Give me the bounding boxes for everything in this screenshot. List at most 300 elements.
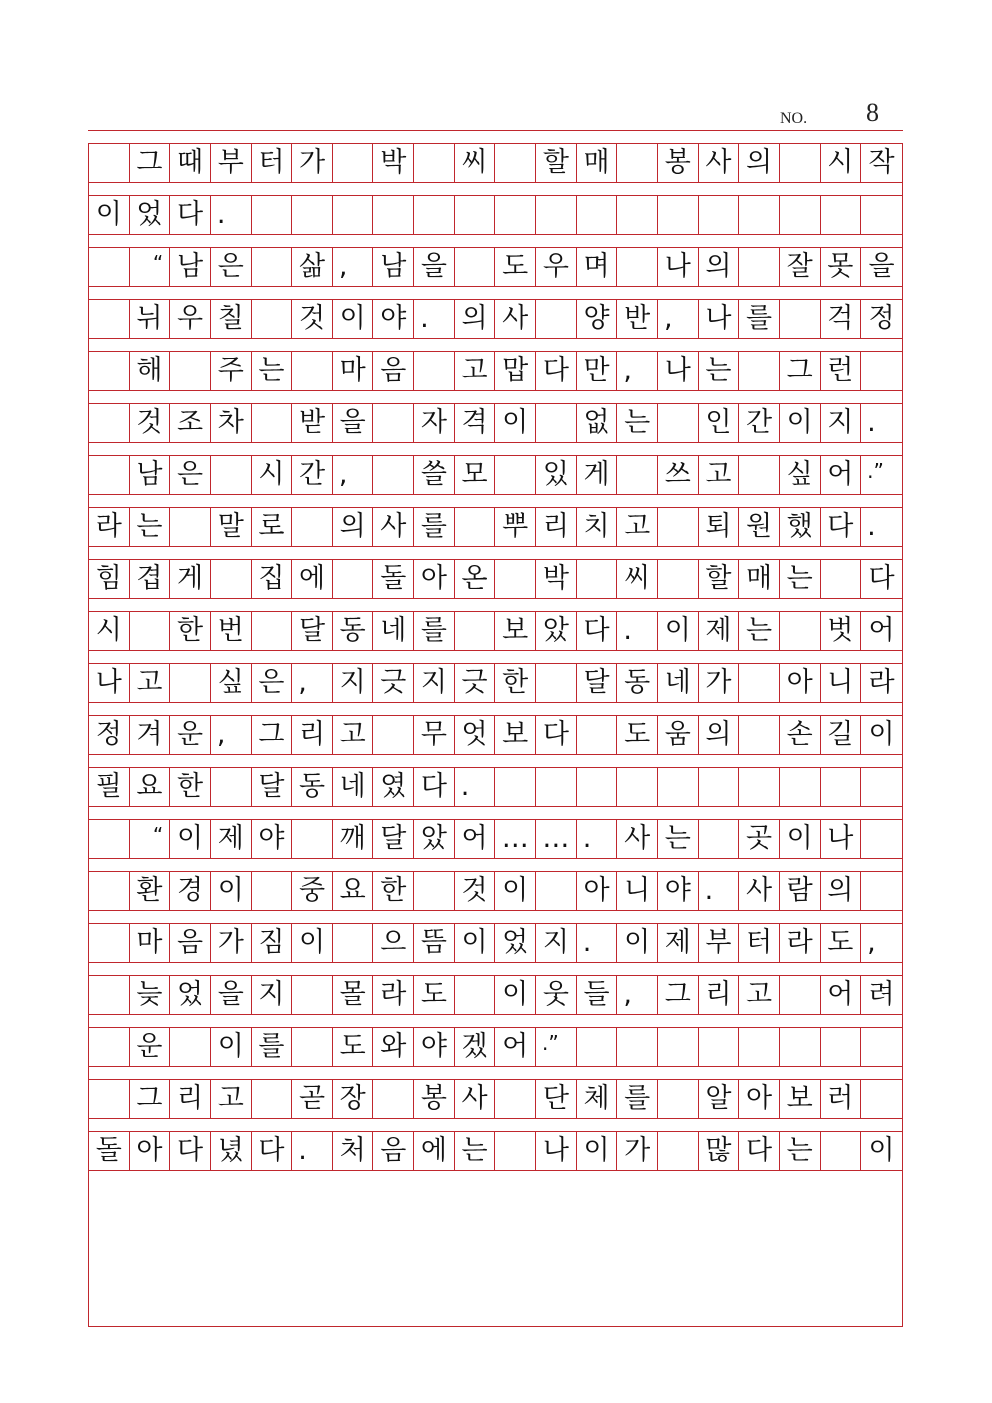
grid-cell: 간 (292, 456, 333, 494)
grid-cell: 를 (414, 508, 455, 546)
grid-cell: 터 (252, 144, 293, 182)
grid-cell (780, 196, 821, 234)
grid-cell: 때 (170, 144, 211, 182)
grid-cell: 런 (821, 352, 862, 390)
grid-cell (170, 664, 211, 702)
grid-cell: , (617, 976, 658, 1014)
grid-cell: 도 (617, 716, 658, 754)
grid-row (89, 611, 902, 651)
grid-cell: 고 (333, 716, 374, 754)
grid-cell: 집 (252, 560, 293, 598)
grid-cell: 의 (333, 508, 374, 546)
grid-cell: … (536, 820, 577, 858)
grid-cell: 박 (536, 560, 577, 598)
grid-cell (373, 716, 414, 754)
grid-cell: 웃 (536, 976, 577, 1014)
grid-cell: 다 (739, 1132, 780, 1170)
grid-cell: 뿌 (495, 508, 536, 546)
grid-cell: 반 (617, 300, 658, 338)
grid-cell: 길 (821, 716, 862, 754)
grid-cell: 나 (658, 248, 699, 286)
grid-cell (780, 144, 821, 182)
grid-cell (739, 716, 780, 754)
grid-cell: 며 (577, 248, 618, 286)
grid-cell (89, 924, 130, 962)
grid-cell: 지 (821, 404, 862, 442)
grid-cell: 려 (868, 979, 895, 1010)
grid-cell: 칠 (211, 300, 252, 338)
grid-cell: 지 (333, 664, 374, 702)
grid-cell (577, 716, 618, 754)
grid-cell: 박 (373, 144, 414, 182)
grid-cell (861, 352, 902, 390)
grid-cell: 매 (577, 144, 618, 182)
grid-cell: 녔 (211, 1132, 252, 1170)
grid-cell: . (699, 872, 740, 910)
grid-cell: 모 (455, 456, 496, 494)
grid-cell (170, 508, 211, 546)
grid-cell (89, 872, 130, 910)
grid-cell (658, 1028, 699, 1066)
grid-cell: 의 (699, 716, 740, 754)
grid-row (89, 195, 902, 235)
grid-cell (861, 768, 902, 806)
grid-cell: .” (536, 1028, 577, 1066)
grid-cell: 이 (577, 1132, 618, 1170)
grid-cell: 리 (170, 1080, 211, 1118)
grid-cell: 아 (780, 664, 821, 702)
grid-cell (252, 404, 293, 442)
grid-cell: 을 (868, 251, 895, 282)
grid-cell: 운 (170, 716, 211, 754)
grid-cell: 아 (739, 1080, 780, 1118)
grid-cell (495, 768, 536, 806)
grid-cell (89, 144, 130, 182)
grid-cell (414, 144, 455, 182)
grid-cell (495, 144, 536, 182)
grid-cell: . (867, 511, 876, 542)
grid-cell (699, 1028, 740, 1066)
grid-cell: 단 (536, 1080, 577, 1118)
grid-cell: 손 (780, 716, 821, 754)
grid-cell: “ (130, 248, 171, 286)
grid-cell: 힘 (89, 560, 130, 598)
grid-cell: 와 (373, 1028, 414, 1066)
grid-cell: . (577, 820, 618, 858)
grid-cell: 는 (780, 560, 821, 598)
grid-cell: 었 (130, 196, 171, 234)
grid-cell: 움 (658, 716, 699, 754)
grid-cell: 겠 (455, 1028, 496, 1066)
grid-cell: 네 (333, 768, 374, 806)
grid-cell: 람 (780, 872, 821, 910)
grid-cell: 해 (130, 352, 171, 390)
grid-cell: 가 (211, 924, 252, 962)
grid-cell: 라 (780, 924, 821, 962)
grid-cell (617, 196, 658, 234)
grid-cell: 을 (414, 248, 455, 286)
grid-cell: 도 (821, 924, 862, 962)
grid-cell (861, 1028, 902, 1066)
grid-row (89, 559, 902, 599)
grid-cell: 다 (170, 196, 211, 234)
grid-cell: 고 (699, 456, 740, 494)
grid-cell (739, 664, 780, 702)
grid-cell: 돌 (373, 560, 414, 598)
grid-row (89, 1027, 902, 1067)
grid-cell: 에 (414, 1132, 455, 1170)
grid-row (89, 247, 902, 287)
grid-cell: 곳 (739, 820, 780, 858)
grid-cell (577, 768, 618, 806)
grid-cell (577, 196, 618, 234)
grid-cell: 았 (414, 820, 455, 858)
grid-cell: . (211, 196, 252, 234)
grid-cell: 것 (130, 404, 171, 442)
grid-cell (495, 456, 536, 494)
grid-cell (495, 560, 536, 598)
grid-cell (414, 196, 455, 234)
grid-cell: 제 (699, 612, 740, 650)
grid-cell (658, 560, 699, 598)
grid-cell: 의 (739, 144, 780, 182)
grid-cell: “ (130, 820, 171, 858)
grid-cell: 이 (658, 612, 699, 650)
grid-cell: 그 (130, 144, 171, 182)
grid-cell (373, 196, 414, 234)
grid-row (89, 455, 902, 495)
grid-cell: 동 (333, 612, 374, 650)
grid-row (89, 767, 902, 807)
grid-cell: 지 (414, 664, 455, 702)
grid-row (89, 403, 902, 443)
grid-cell: 사 (373, 508, 414, 546)
grid-cell: 은 (211, 248, 252, 286)
grid-cell (821, 196, 862, 234)
grid-cell (658, 196, 699, 234)
grid-cell: 어 (821, 456, 862, 494)
grid-cell: 이 (211, 1028, 252, 1066)
grid-cell: 라 (373, 976, 414, 1014)
grid-cell (333, 924, 374, 962)
grid-cell: 는 (252, 352, 293, 390)
grid-cell: 정 (868, 303, 895, 334)
grid-cell: 양 (577, 300, 618, 338)
grid-cell (252, 248, 293, 286)
grid-cell: 한 (495, 664, 536, 702)
grid-cell (211, 768, 252, 806)
grid-cell: . (867, 407, 876, 438)
grid-cell: 매 (739, 560, 780, 598)
grid-cell (617, 144, 658, 182)
grid-cell: 제 (211, 820, 252, 858)
grid-cell (861, 1080, 902, 1118)
grid-cell (89, 1080, 130, 1118)
grid-cell: 그 (780, 352, 821, 390)
grid-row (89, 1131, 902, 1171)
grid-cell: 간 (739, 404, 780, 442)
grid-cell: 다 (536, 716, 577, 754)
grid-cell: 다 (252, 1132, 293, 1170)
grid-cell: 동 (617, 664, 658, 702)
grid-cell: 나 (536, 1132, 577, 1170)
grid-cell: 원 (739, 508, 780, 546)
grid-cell: 맙 (495, 352, 536, 390)
grid-cell: . (577, 924, 618, 962)
grid-cell: 음 (373, 1132, 414, 1170)
grid-cell: 아 (414, 560, 455, 598)
grid-cell: 남 (373, 248, 414, 286)
grid-cell: 보 (495, 612, 536, 650)
grid-cell: 어 (821, 976, 862, 1014)
grid-cell: 는 (617, 404, 658, 442)
grid-cell: 의 (821, 872, 862, 910)
grid-cell: . (455, 768, 496, 806)
grid-cell (577, 560, 618, 598)
grid-cell: 작 (868, 147, 895, 178)
grid-cell (617, 1028, 658, 1066)
grid-cell: 부 (211, 144, 252, 182)
grid-cell: 고 (455, 352, 496, 390)
grid-cell (292, 508, 333, 546)
grid-cell (89, 976, 130, 1014)
grid-cell: 그 (658, 976, 699, 1014)
grid-cell: 만 (577, 352, 618, 390)
grid-cell (699, 768, 740, 806)
grid-cell: 말 (211, 508, 252, 546)
grid-cell (658, 1080, 699, 1118)
header-rule (88, 130, 903, 131)
grid-cell (292, 352, 333, 390)
grid-cell (211, 560, 252, 598)
grid-cell (861, 196, 902, 234)
grid-row (89, 299, 902, 339)
grid-cell: 제 (658, 924, 699, 962)
manuscript-grid (88, 143, 903, 1327)
grid-cell (495, 1080, 536, 1118)
grid-cell: 가 (699, 664, 740, 702)
grid-cell (617, 248, 658, 286)
grid-cell: 벗 (821, 612, 862, 650)
grid-cell: 시 (821, 144, 862, 182)
grid-cell: 이 (617, 924, 658, 962)
grid-cell (536, 768, 577, 806)
grid-cell: 체 (577, 1080, 618, 1118)
grid-cell: 싶 (211, 664, 252, 702)
grid-cell: 니 (821, 664, 862, 702)
grid-cell: , (658, 300, 699, 338)
grid-cell: 남 (170, 248, 211, 286)
grid-cell: 장 (333, 1080, 374, 1118)
grid-cell: 이 (495, 976, 536, 1014)
grid-cell: 나 (699, 300, 740, 338)
grid-cell: 마 (130, 924, 171, 962)
grid-cell (333, 144, 374, 182)
grid-cell (739, 196, 780, 234)
grid-cell: 리 (536, 508, 577, 546)
grid-cell (780, 612, 821, 650)
grid-cell: 깨 (333, 820, 374, 858)
grid-cell: 도 (333, 1028, 374, 1066)
grid-cell: 이 (170, 820, 211, 858)
grid-cell: 운 (130, 1028, 171, 1066)
grid-cell: 는 (658, 820, 699, 858)
grid-cell: 나 (89, 664, 130, 702)
grid-cell: 주 (211, 352, 252, 390)
grid-cell: .” (867, 459, 884, 483)
grid-cell: , (617, 352, 658, 390)
grid-cell: 할 (699, 560, 740, 598)
grid-cell: 어 (868, 615, 895, 646)
grid-cell: 우 (170, 300, 211, 338)
grid-cell: 뉘 (130, 300, 171, 338)
grid-cell: 다 (414, 768, 455, 806)
grid-cell: 은 (170, 456, 211, 494)
grid-cell: 도 (495, 248, 536, 286)
grid-cell: 이 (89, 196, 130, 234)
grid-row (89, 975, 902, 1015)
grid-cell: 도 (414, 976, 455, 1014)
grid-cell (211, 456, 252, 494)
grid-cell (658, 404, 699, 442)
grid-row (89, 923, 902, 963)
grid-cell: 였 (373, 768, 414, 806)
grid-cell: 인 (699, 404, 740, 442)
grid-cell (414, 352, 455, 390)
grid-cell: 어 (455, 820, 496, 858)
grid-cell: 사 (455, 1080, 496, 1118)
grid-cell (292, 820, 333, 858)
grid-cell (821, 560, 862, 598)
grid-cell (292, 976, 333, 1014)
grid-cell: 했 (780, 508, 821, 546)
grid-cell: 받 (292, 404, 333, 442)
grid-cell: 걱 (821, 300, 862, 338)
grid-cell: 으 (373, 924, 414, 962)
grid-cell: 싶 (780, 456, 821, 494)
grid-cell (373, 1080, 414, 1118)
grid-cell: 가 (292, 144, 333, 182)
grid-cell: 는 (739, 612, 780, 650)
grid-cell: 씨 (617, 560, 658, 598)
grid-cell (455, 196, 496, 234)
grid-cell: 못 (821, 248, 862, 286)
grid-cell (739, 248, 780, 286)
grid-cell (699, 820, 740, 858)
grid-cell: 요 (333, 872, 374, 910)
grid-cell: 봉 (414, 1080, 455, 1118)
grid-cell: 사 (699, 144, 740, 182)
grid-cell (861, 872, 902, 910)
grid-cell (455, 976, 496, 1014)
grid-cell (739, 1028, 780, 1066)
grid-cell (536, 196, 577, 234)
grid-cell: 번 (211, 612, 252, 650)
grid-cell (495, 196, 536, 234)
grid-cell: 이 (333, 300, 374, 338)
grid-cell: 어 (495, 1028, 536, 1066)
grid-cell: 을 (333, 404, 374, 442)
grid-cell: 이 (780, 820, 821, 858)
grid-cell (739, 456, 780, 494)
grid-cell: 우 (536, 248, 577, 286)
grid-cell: 네 (373, 612, 414, 650)
grid-cell: 는 (130, 508, 171, 546)
grid-cell (89, 248, 130, 286)
grid-cell: 고 (211, 1080, 252, 1118)
grid-cell (536, 404, 577, 442)
grid-cell (821, 1028, 862, 1066)
grid-row (89, 663, 902, 703)
grid-cell: 겨 (130, 716, 171, 754)
grid-cell: 이 (292, 924, 333, 962)
grid-cell: 환 (130, 872, 171, 910)
grid-cell: 게 (170, 560, 211, 598)
grid-cell (780, 1028, 821, 1066)
grid-cell: 아 (130, 1132, 171, 1170)
grid-cell: 었 (495, 924, 536, 962)
grid-cell: 치 (577, 508, 618, 546)
grid-cell: 지 (252, 976, 293, 1014)
grid-cell: 의 (699, 248, 740, 286)
grid-cell: 나 (658, 352, 699, 390)
grid-cell: 몰 (333, 976, 374, 1014)
grid-cell: 네 (658, 664, 699, 702)
page-number (760, 98, 903, 130)
grid-cell: 가 (617, 1132, 658, 1170)
grid-cell: 한 (170, 612, 211, 650)
grid-cell (821, 768, 862, 806)
grid-cell: 남 (130, 456, 171, 494)
grid-cell (617, 768, 658, 806)
grid-cell: 짐 (252, 924, 293, 962)
grid-cell: 온 (455, 560, 496, 598)
grid-cell (292, 196, 333, 234)
grid-cell: 그 (130, 1080, 171, 1118)
grid-cell: 처 (333, 1132, 374, 1170)
grid-cell: 뜸 (414, 924, 455, 962)
grid-cell: 이 (868, 1135, 895, 1166)
grid-cell: … (495, 820, 536, 858)
grid-cell (252, 1080, 293, 1118)
grid-cell: 를 (414, 612, 455, 650)
grid-cell: 정 (89, 716, 130, 754)
grid-cell: 음 (170, 924, 211, 962)
grid-cell: 엇 (455, 716, 496, 754)
grid-cell (373, 456, 414, 494)
grid-cell: 많 (699, 1132, 740, 1170)
grid-cell (89, 820, 130, 858)
grid-cell (414, 872, 455, 910)
grid-cell: 달 (373, 820, 414, 858)
grid-cell: 한 (170, 768, 211, 806)
grid-cell: 이 (495, 872, 536, 910)
grid-cell: 고 (617, 508, 658, 546)
grid-cell: . (414, 300, 455, 338)
grid-cell: 나 (821, 820, 862, 858)
grid-cell: 를 (739, 300, 780, 338)
grid-cell (333, 196, 374, 234)
grid-cell: 달 (292, 612, 333, 650)
grid-cell (861, 820, 902, 858)
grid-row (89, 351, 902, 391)
grid-row (89, 871, 902, 911)
grid-cell (292, 1028, 333, 1066)
grid-row (89, 1079, 902, 1119)
grid-cell: 다 (577, 612, 618, 650)
grid-cell: 할 (536, 144, 577, 182)
grid-cell: 필 (89, 768, 130, 806)
